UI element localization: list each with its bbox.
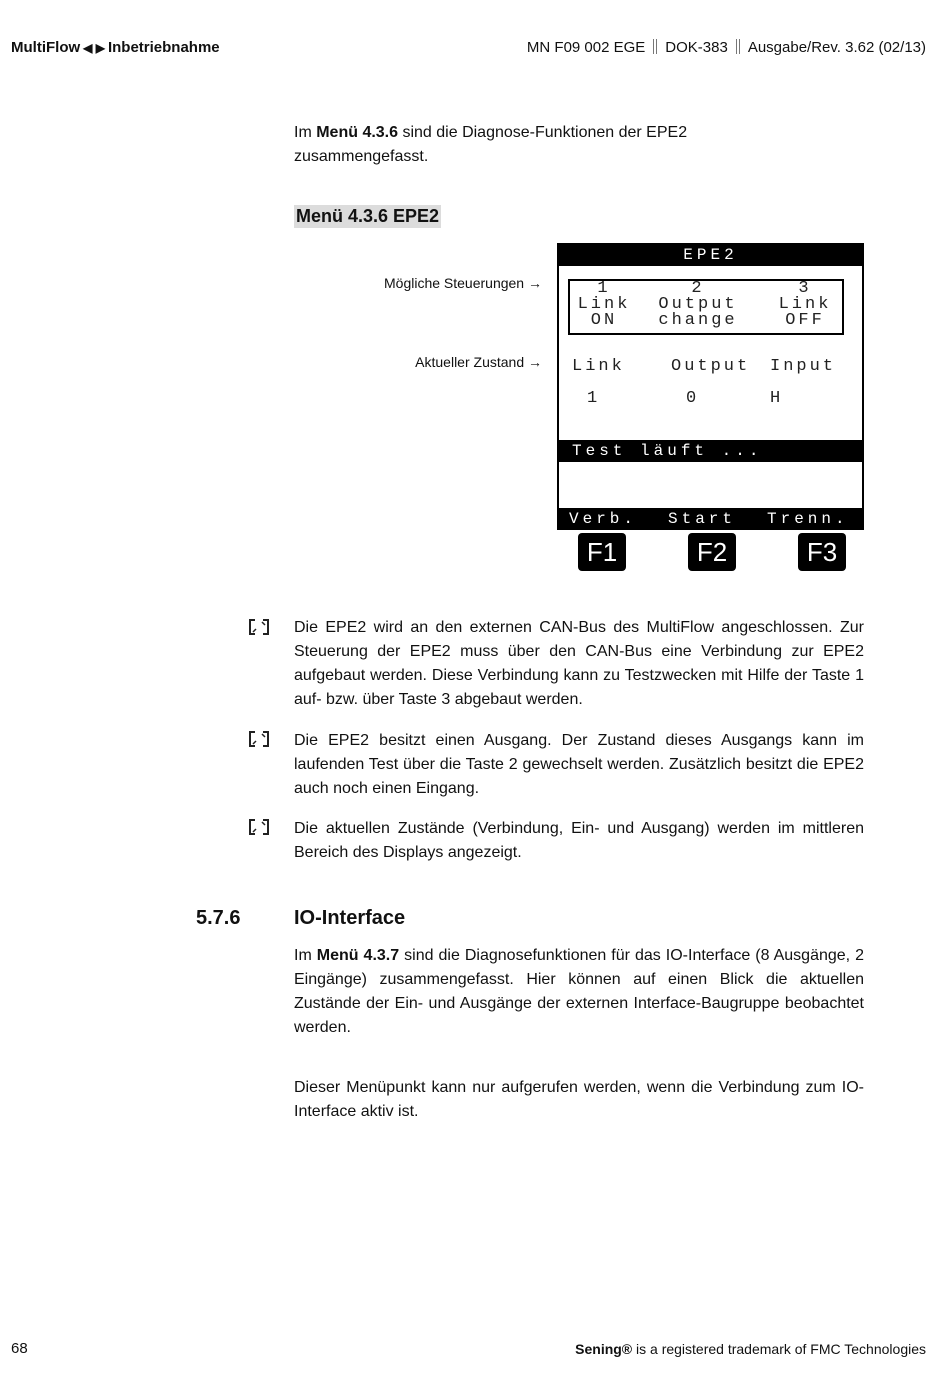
section-menu-ref: Menü 4.3.7 (316, 947, 400, 964)
footer-trademark (575, 1341, 926, 1357)
doc-id: DOK-383 (665, 39, 728, 56)
softkey-label: Trenn. (767, 510, 849, 528)
footer-brand: Sening® (575, 1341, 633, 1357)
bullet-bracket-icon (249, 819, 269, 835)
label-state-text: Aktueller Zustand (415, 354, 525, 370)
lcd-control-line: ON (590, 311, 618, 330)
intro-text: sind die Diagnose-Funktionen der EPE2 zusammengefasst. (294, 124, 688, 165)
softkey-label: Verb. (569, 510, 638, 528)
bullet-text: Die EPE2 besitzt einen Ausgang. Der Zustand dieses Ausgangs kann im laufenden Test über die Taste 2 gewechselt werden. Zusätzlich besitzt die EPE2 auch noch einen Eingang. (294, 732, 864, 797)
lcd-control-line: Output (658, 295, 738, 314)
lcd-display (557, 243, 864, 530)
lcd-status: Test läuft ... (559, 440, 862, 462)
header-product: MultiFlow (11, 39, 81, 56)
lcd-state-value: 0 (686, 389, 700, 408)
arrow-right-icon: → (528, 354, 542, 370)
section-paragraph (294, 944, 864, 1040)
section-number: 5.7.6 (196, 907, 241, 929)
section-text: Im (294, 947, 317, 964)
lcd-control-num: 2 (691, 279, 705, 298)
intro-paragraph (294, 121, 734, 169)
intro-text: Im (294, 124, 317, 141)
lcd-state-header: Link (572, 357, 625, 376)
f1-key: F1 (578, 533, 626, 571)
separator (736, 39, 740, 54)
section-paragraph: Dieser Menüpunkt kann nur aufgerufen werden, wenn die Verbindung zum IO-Interface aktiv ist. (294, 1079, 864, 1120)
doc-id: Ausgabe/Rev. 3.62 (02/13) (747, 39, 926, 56)
softkey-label: Start (668, 510, 737, 528)
menu-title: Menü 4.3.6 EPE2 (296, 206, 440, 226)
lcd-control-line: Link (577, 295, 631, 314)
lcd-state-value: H (770, 389, 784, 408)
lcd-control-line: change (658, 311, 738, 330)
lcd-control (572, 281, 636, 329)
label-state (330, 354, 542, 370)
lcd-control-num: 1 (597, 279, 611, 298)
f2-key: F2 (688, 533, 736, 571)
arrow-right-icon: → (528, 275, 542, 291)
lcd-control (656, 281, 740, 329)
lcd-state-value: 1 (587, 389, 601, 408)
bullet-text: Die EPE2 wird an den externen CAN-Bus des MultiFlow angeschlossen. Zur Steuerung der EPE2 muss über den CAN-Bus eine Verbindung zur EPE2 aufgebaut werden. Diese Verbindung kann zu Testzwecken mit Hilfe der Taste 1 auf- bzw. über Taste 3 abgebaut werden. (294, 619, 864, 708)
footer-trademark-text: is a registered trademark of FMC Technologies (632, 1341, 926, 1357)
header-doc-ids (527, 39, 926, 56)
bullet-bracket-icon (249, 619, 269, 635)
bullet-bracket-icon (249, 731, 269, 747)
doc-id: MN F09 002 EGE (526, 39, 646, 56)
section-title: IO-Interface (294, 907, 406, 929)
header-title (11, 39, 220, 56)
lcd-controls-box (568, 279, 844, 335)
lcd-control (770, 281, 840, 329)
lcd-control-line: Link (778, 295, 832, 314)
separator (653, 39, 657, 54)
intro-menu-ref: Menü 4.3.6 (316, 124, 399, 141)
bullet-text: Die aktuellen Zustände (Verbindung, Ein- und Ausgang) werden im mittleren Bereich des Displays angezeigt. (294, 820, 864, 861)
arrows-left-right-icon: ◀ ▶ (83, 41, 105, 55)
label-controls (330, 275, 542, 291)
label-controls-text: Mögliche Steuerungen (384, 275, 525, 291)
lcd-softkey-bar (559, 508, 862, 530)
section-text: sind die Diagnosefunktionen für das IO-Interface (8 Ausgänge, 2 Eingänge) zusammengefasst. Hier können auf einen Blick die aktuellen Zustände der Ein- und Ausgänge der externen Interface-Baugruppe beobachtet werden. (294, 947, 865, 1036)
lcd-control-num: 3 (798, 279, 812, 298)
header-section: Inbetriebnahme (107, 39, 220, 56)
lcd-control-line: OFF (785, 311, 825, 330)
page-number: 68 (11, 1340, 28, 1357)
lcd-state-header: Output (671, 357, 751, 376)
lcd-state-header: Input (770, 357, 837, 376)
f3-key: F3 (798, 533, 846, 571)
lcd-title: EPE2 (559, 245, 862, 266)
